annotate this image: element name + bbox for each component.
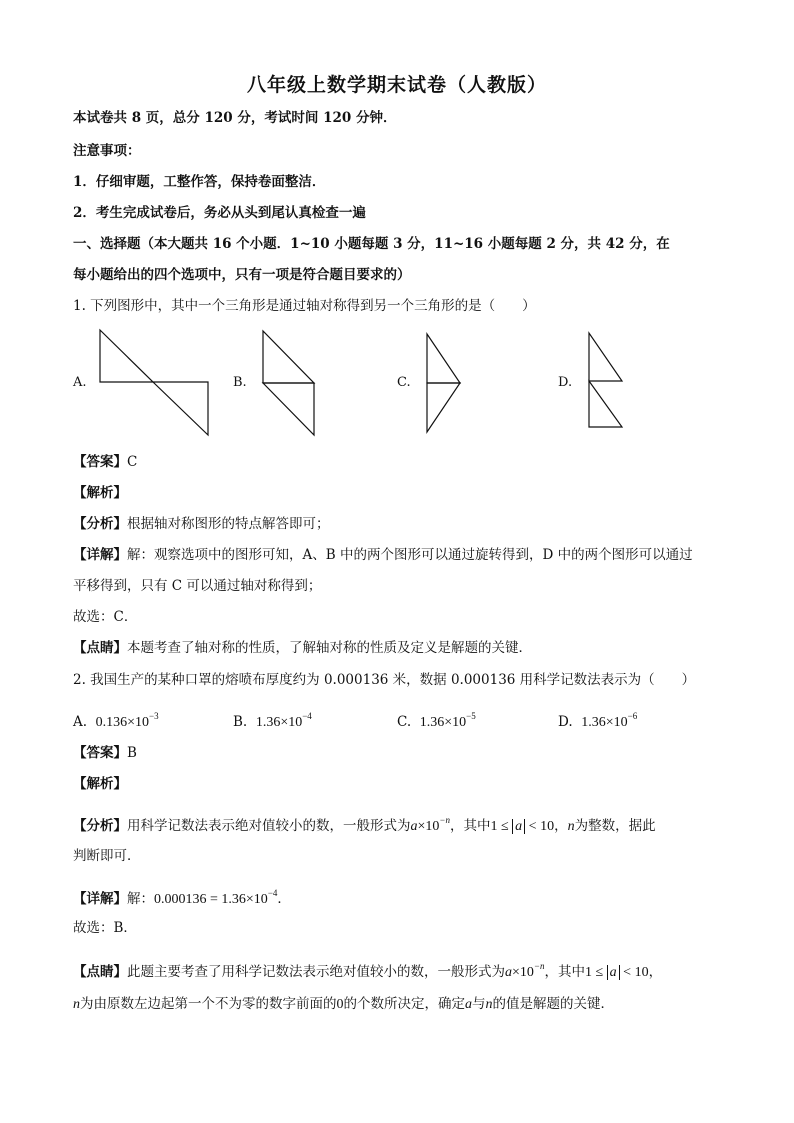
- dianjing-tag: 【点睛】: [73, 640, 127, 656]
- page-title: 八年级上数学期末试卷（人教版）: [246, 74, 547, 96]
- q1-xiangjie-line2: 平移得到，只有 C 可以通过轴对称得到；: [73, 578, 322, 594]
- q1-option-a-label: A.: [73, 375, 87, 390]
- section-heading-line1: 一、选择题（本大题共 16 个小题．1~10 小题每题 3 分，11~16 小题每题 2 分，共 42 分，在: [73, 236, 670, 252]
- xiangjie-tag: 【详解】: [73, 547, 127, 563]
- fenxi-text: 用科学记数法表示绝对值较小的数，一般形式为: [127, 818, 411, 834]
- q2-dianjing: 【点睛】此题主要考查了用科学记数法表示绝对值较小的数，一般形式为$a\times 10^{-n}$，其中1 ≤ a < 10，: [73, 961, 663, 980]
- option-label: D.: [558, 714, 573, 730]
- q2-dianjing-line2: n为由原数左边起第一个不为零的数字前面的0的个数所决定，确定a与n的值是解题的关键．: [73, 996, 614, 1012]
- inequality: 1 ≤ a < 10: [584, 965, 649, 980]
- answer-value: C: [127, 454, 138, 470]
- q2-stem: 2. 我国生产的某种口罩的熔喷布厚度约为 0.000136 米，数据 0.000136 用科学记数法表示为（ ）: [73, 672, 696, 688]
- option-value: $1.36\times 10^{-5}$: [419, 711, 476, 730]
- formula: $a\times 10^{-n}$: [505, 961, 545, 980]
- notes-heading: 注意事项：: [73, 143, 141, 159]
- q2-fenxi-line2: 判断即可．: [73, 848, 141, 864]
- answer-value: B: [127, 745, 137, 761]
- q1-option-b-label: B.: [233, 375, 247, 390]
- option-label: A.: [73, 714, 88, 730]
- q2-answer: [73, 743, 137, 763]
- xiangjie-text: 解：观察选项中的图形可知，A、B 中的两个图形可以通过旋转得到，D 中的两个图形可以通过: [127, 547, 693, 563]
- xiangjie-tag: 【详解】: [73, 891, 127, 907]
- dianjing-tag: 【点睛】: [73, 964, 127, 980]
- q1-xiangjie: [73, 545, 693, 565]
- q1-analysis-tag: 【解析】: [73, 485, 127, 501]
- option-value: $1.36\times 10^{-4}$: [255, 711, 312, 730]
- q2-choose: 故选：B．: [73, 920, 137, 936]
- fenxi-tag: 【分析】: [73, 516, 127, 532]
- q1-fenxi: [73, 514, 330, 534]
- inequality: 1 ≤ a < 10: [490, 819, 555, 834]
- exam-intro: 本试卷共 8 页，总分 120 分，考试时间 120 分钟．: [73, 110, 397, 126]
- note-1: 1．仔细审题，工整作答，保持卷面整洁．: [73, 174, 326, 190]
- option-label: C.: [397, 714, 412, 730]
- q2-option-b: [233, 706, 312, 733]
- note-2: 2．考生完成试卷后，务必从头到尾认真检查一遍: [73, 205, 366, 221]
- q1-option-c-label: C.: [397, 375, 411, 390]
- q1-option-d-label: D.: [558, 375, 573, 390]
- var-n: n: [567, 819, 575, 834]
- q2-fenxi: 【分析】用科学记数法表示绝对值较小的数，一般形式为$a\times 10^{-n}$，其中1 ≤ a < 10，n为整数，据此: [73, 815, 656, 834]
- answer-tag: 【答案】: [73, 745, 127, 761]
- option-value: $1.36\times 10^{-6}$: [581, 711, 638, 730]
- q2-xiangjie: 【详解】解：$0.000136 = 1.36\times 10^{-4}$．: [73, 888, 291, 907]
- xiangjie-formula: $0.000136 = 1.36\times 10^{-4}$: [154, 888, 278, 907]
- q1-dianjing: [73, 638, 532, 658]
- q2-analysis-tag: 【解析】: [73, 776, 127, 792]
- q1-answer: [73, 452, 137, 472]
- q2-option-a: [73, 706, 159, 733]
- q2-option-c: [397, 706, 476, 733]
- fenxi-tag: 【分析】: [73, 818, 127, 834]
- section-heading-line2: 每小题给出的四个选项中，只有一项是符合题目要求的）: [73, 267, 411, 283]
- option-value: $0.136\times 10^{-3}$: [95, 711, 159, 730]
- q1-choose: 故选：C．: [73, 609, 138, 625]
- answer-tag: 【答案】: [73, 454, 127, 470]
- dianjing-text: 本题考查了轴对称的性质，了解轴对称的性质及定义是解题的关键．: [127, 640, 532, 656]
- q1-stem: 1. 下列图形中，其中一个三角形是通过轴对称得到另一个三角形的是（ ）: [73, 298, 536, 314]
- fenxi-text: 根据轴对称图形的特点解答即可；: [127, 516, 330, 532]
- q2-option-d: [558, 706, 637, 733]
- option-label: B.: [233, 714, 248, 730]
- formula: $a\times 10^{-n}$: [410, 815, 450, 834]
